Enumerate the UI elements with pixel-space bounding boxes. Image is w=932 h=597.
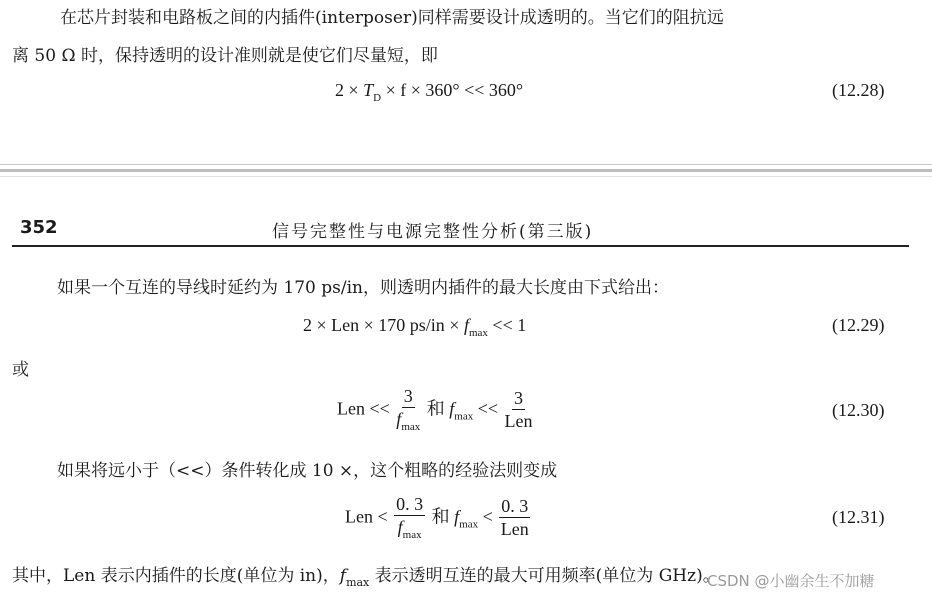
eq-1229-f: f	[463, 315, 469, 335]
eq-1231-mid-sub: max	[459, 518, 479, 531]
eq-1230-fraction-2	[505, 389, 533, 431]
eq-1230-fraction-1	[396, 387, 420, 433]
watermark: CSDN @小幽余生不加糖	[707, 572, 875, 590]
fraction-numerator: 3	[403, 386, 413, 406]
eq-1230-mid-f: f	[449, 398, 455, 419]
equation-number-12-28: (12.28)	[832, 80, 885, 100]
closing-text-a: 其中，Len 表示内插件的长度(单位为 in)，	[12, 566, 340, 586]
equation-12-30	[337, 387, 535, 433]
eq-1228-rhs: × f × 360° << 360°	[381, 80, 524, 100]
eq-1228-lhs: 2 ×	[335, 80, 364, 100]
eq-1229-tail: << 1	[487, 315, 527, 335]
eq-1229-text: 2 × Len × 170 ps/in ×	[303, 315, 464, 335]
closing-f-sub: max	[346, 576, 370, 589]
fraction-denominator: $f_{max}$	[396, 408, 421, 433]
page-break-line	[0, 176, 932, 177]
eq-1230-and: 和	[422, 398, 450, 419]
equation-number-12-30: (12.30)	[832, 400, 885, 420]
equation-number-12-29: (12.29)	[832, 315, 885, 335]
fraction-numerator: 0. 3	[396, 494, 424, 514]
eq-1231-fraction-1	[394, 495, 425, 541]
eq-1231-and: 和	[427, 506, 455, 527]
page-number: 352	[20, 217, 58, 238]
equation-12-29	[303, 315, 526, 339]
closing-f: f	[339, 566, 347, 586]
or-label: 或	[12, 360, 29, 380]
eq-1231-fraction-2	[499, 497, 530, 539]
eq-1230-mid-sub: max	[454, 410, 474, 423]
eq-1228-T-sub: D	[373, 92, 382, 104]
page-break-line	[0, 164, 932, 165]
closing-paragraph	[12, 561, 720, 589]
fraction-numerator: 0. 3	[501, 496, 529, 517]
eq-1229-f-sub: max	[468, 327, 488, 339]
eq-1231-rel: <	[478, 506, 498, 527]
running-header-title: 信号完整性与电源完整性分析(第三版)	[272, 222, 594, 242]
eq-1231-lhs: Len <	[345, 506, 393, 527]
page-break-line	[0, 169, 932, 172]
eq-1230-lhs: Len <<	[337, 398, 395, 419]
fraction-denominator: Len	[500, 519, 529, 540]
fraction-denominator: Len	[504, 411, 533, 432]
header-rule	[12, 245, 909, 247]
top-paragraph-line-1: 在芯片封装和电路板之间的内插件(interposer)同样需要设计成透明的。当它们的阻抗远	[60, 8, 724, 28]
equation-12-31	[345, 495, 532, 541]
eq-1228-T: T	[363, 80, 374, 100]
equation-12-28	[335, 80, 523, 104]
eq-1230-rel: <<	[473, 398, 503, 419]
equation-number-12-31: (12.31)	[832, 507, 885, 527]
fraction-denominator: $f_{max}$	[397, 516, 422, 541]
closing-text-b: 表示透明互连的最大可用频率(单位为 GHz)。	[369, 566, 720, 586]
paragraph-2: 如果将远小于（<<）条件转化成 10 ×，这个粗略的经验法则变成	[57, 461, 558, 481]
paragraph-1: 如果一个互连的导线时延约为 170 ps/in，则透明内插件的最大长度由下式给出：	[57, 278, 669, 298]
top-paragraph-line-2: 离 50 Ω 时，保持透明的设计准则就是使它们尽量短，即	[12, 46, 438, 66]
eq-1231-mid-f: f	[454, 506, 460, 527]
fraction-numerator: 3	[514, 388, 524, 409]
